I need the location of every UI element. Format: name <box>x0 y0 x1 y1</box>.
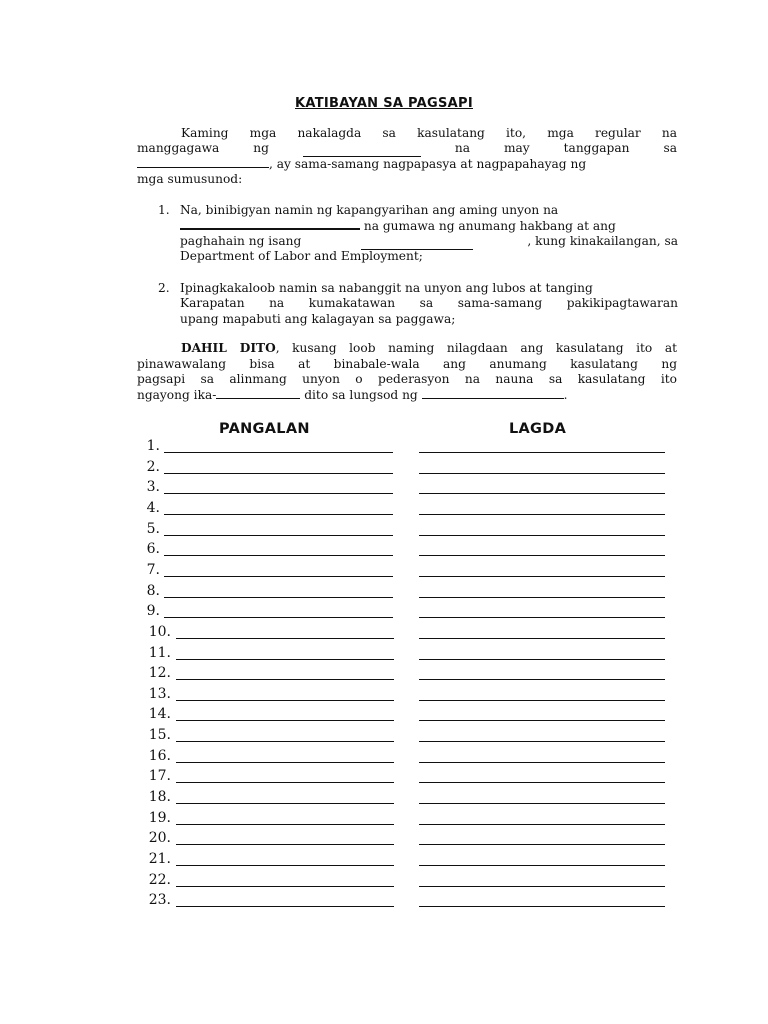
intro-line-3: , ay sama-samang nagpapasya at nagpapahayag ng <box>137 157 677 173</box>
signature-field[interactable] <box>419 727 665 742</box>
signature-field[interactable] <box>419 706 665 721</box>
row-number: 21. <box>148 851 171 867</box>
signature-field[interactable] <box>419 851 665 866</box>
row-number: 19. <box>148 809 171 826</box>
table-row <box>0 645 768 665</box>
name-field[interactable] <box>176 892 394 907</box>
name-column-header: PANGALAN <box>219 421 310 437</box>
row-number: 1. <box>146 438 160 454</box>
name-field[interactable] <box>176 768 394 783</box>
table-row <box>0 686 768 706</box>
name-field[interactable] <box>176 830 394 845</box>
name-field[interactable] <box>176 706 394 721</box>
name-field[interactable] <box>164 479 393 494</box>
row-number: 7. <box>146 561 160 578</box>
signature-field[interactable] <box>419 479 665 494</box>
table-row <box>0 479 768 499</box>
signature-column-header: LAGDA <box>509 421 567 437</box>
name-field[interactable] <box>164 562 393 577</box>
row-number: 18. <box>148 789 171 806</box>
signature-field[interactable] <box>419 541 665 556</box>
row-number: 13. <box>148 685 171 702</box>
row-number: 6. <box>146 541 160 558</box>
signature-field[interactable] <box>419 521 665 536</box>
signature-field[interactable] <box>419 665 665 680</box>
row-number: 14. <box>148 706 171 723</box>
signature-field[interactable] <box>419 830 665 845</box>
office-location-blank[interactable] <box>137 157 269 168</box>
name-field[interactable] <box>164 583 393 598</box>
list-item-1: 1. Na, binibigyan namin ng kapangyarihan ang aming unyon na na gumawa ng anumang hakbang at ang paghahain ng isang , kung kinakailangan, sa Department of Labor and Employment; <box>158 203 678 263</box>
signature-field[interactable] <box>419 583 665 598</box>
signature-field[interactable] <box>419 768 665 783</box>
row-number: 3. <box>146 479 160 496</box>
table-row <box>0 768 768 788</box>
table-row <box>0 500 768 520</box>
table-row <box>0 438 768 458</box>
row-number: 16. <box>148 747 171 764</box>
table-row <box>0 810 768 830</box>
name-field[interactable] <box>176 851 394 866</box>
row-number: 2. <box>146 458 160 475</box>
table-row <box>0 583 768 603</box>
closing-line-2: pinawawalang bisa at binabale-wala ang anumang kasulatang ng <box>137 357 677 371</box>
table-row <box>0 789 768 809</box>
name-field[interactable] <box>176 789 394 804</box>
row-number: 12. <box>148 665 171 682</box>
table-row <box>0 706 768 726</box>
signature-field[interactable] <box>419 645 665 660</box>
table-row <box>0 851 768 871</box>
table-row <box>0 624 768 644</box>
table-row <box>0 541 768 561</box>
signature-field[interactable] <box>419 872 665 887</box>
signature-field[interactable] <box>419 438 665 453</box>
row-number: 9. <box>146 603 160 620</box>
table-row <box>0 562 768 582</box>
name-field[interactable] <box>176 748 394 763</box>
signature-field[interactable] <box>419 892 665 907</box>
table-row <box>0 603 768 623</box>
name-field[interactable] <box>164 500 393 515</box>
row-number: 11. <box>148 644 171 661</box>
intro-line-2: manggagawa ng na may tanggapan sa <box>137 141 677 155</box>
company-blank[interactable] <box>303 146 421 157</box>
name-field[interactable] <box>164 521 393 536</box>
row-number: 17. <box>148 768 171 785</box>
closing-line-3: pagsapi sa alinmang unyon o pederasyon na nauna sa kasulatang ito <box>137 372 677 386</box>
signature-field[interactable] <box>419 789 665 804</box>
name-field[interactable] <box>176 810 394 825</box>
union-name-blank[interactable] <box>180 218 360 230</box>
row-number: 20. <box>148 830 171 847</box>
row-number: 10. <box>148 623 171 640</box>
row-number: 22. <box>148 871 171 888</box>
signature-field[interactable] <box>419 500 665 515</box>
name-field[interactable] <box>176 645 394 660</box>
table-row <box>0 459 768 479</box>
table-row <box>0 830 768 850</box>
row-number: 15. <box>148 727 171 744</box>
name-field[interactable] <box>176 686 394 701</box>
document-title: KATIBAYAN SA PAGSAPI <box>295 96 473 111</box>
name-field[interactable] <box>176 665 394 680</box>
signature-field[interactable] <box>419 624 665 639</box>
name-field[interactable] <box>176 624 394 639</box>
table-row <box>0 665 768 685</box>
name-field[interactable] <box>176 727 394 742</box>
row-number: 4. <box>146 499 160 516</box>
table-row <box>0 872 768 892</box>
signature-field[interactable] <box>419 686 665 701</box>
name-field[interactable] <box>164 541 393 556</box>
table-row <box>0 521 768 541</box>
signature-field[interactable] <box>419 562 665 577</box>
name-field[interactable] <box>176 872 394 887</box>
signature-field[interactable] <box>419 603 665 618</box>
table-row <box>0 748 768 768</box>
intro-line-1: Kaming mga nakalagda sa kasulatang ito, mga regular na <box>181 126 677 140</box>
row-number: 8. <box>146 582 160 599</box>
name-field[interactable] <box>164 459 393 474</box>
city-blank[interactable] <box>422 388 564 399</box>
date-blank[interactable] <box>216 388 300 399</box>
signature-field[interactable] <box>419 459 665 474</box>
petition-blank[interactable] <box>361 239 473 250</box>
intro-line-4: mga sumusunod: <box>137 172 243 186</box>
table-row <box>0 892 768 912</box>
name-field[interactable] <box>164 438 393 453</box>
list-item-2: 2. Ipinagkakaloob namin sa nabanggit na unyon ang lubos at tanging Karapatan na kumakatawan sa sama-samang pakikipagtawaran upang mapabuti ang kalagayan sa paggawa; <box>158 281 678 326</box>
row-number: 5. <box>146 520 160 537</box>
signature-field[interactable] <box>419 748 665 763</box>
closing-line-4: ngayong ika- dito sa lungsod ng . <box>137 388 568 402</box>
row-number: 23. <box>148 892 171 909</box>
table-row <box>0 727 768 747</box>
signature-field[interactable] <box>419 810 665 825</box>
closing-line-1: DAHIL DITO, kusang loob naming nilagdaan ang kasulatang ito at <box>181 341 677 355</box>
name-field[interactable] <box>164 603 393 618</box>
